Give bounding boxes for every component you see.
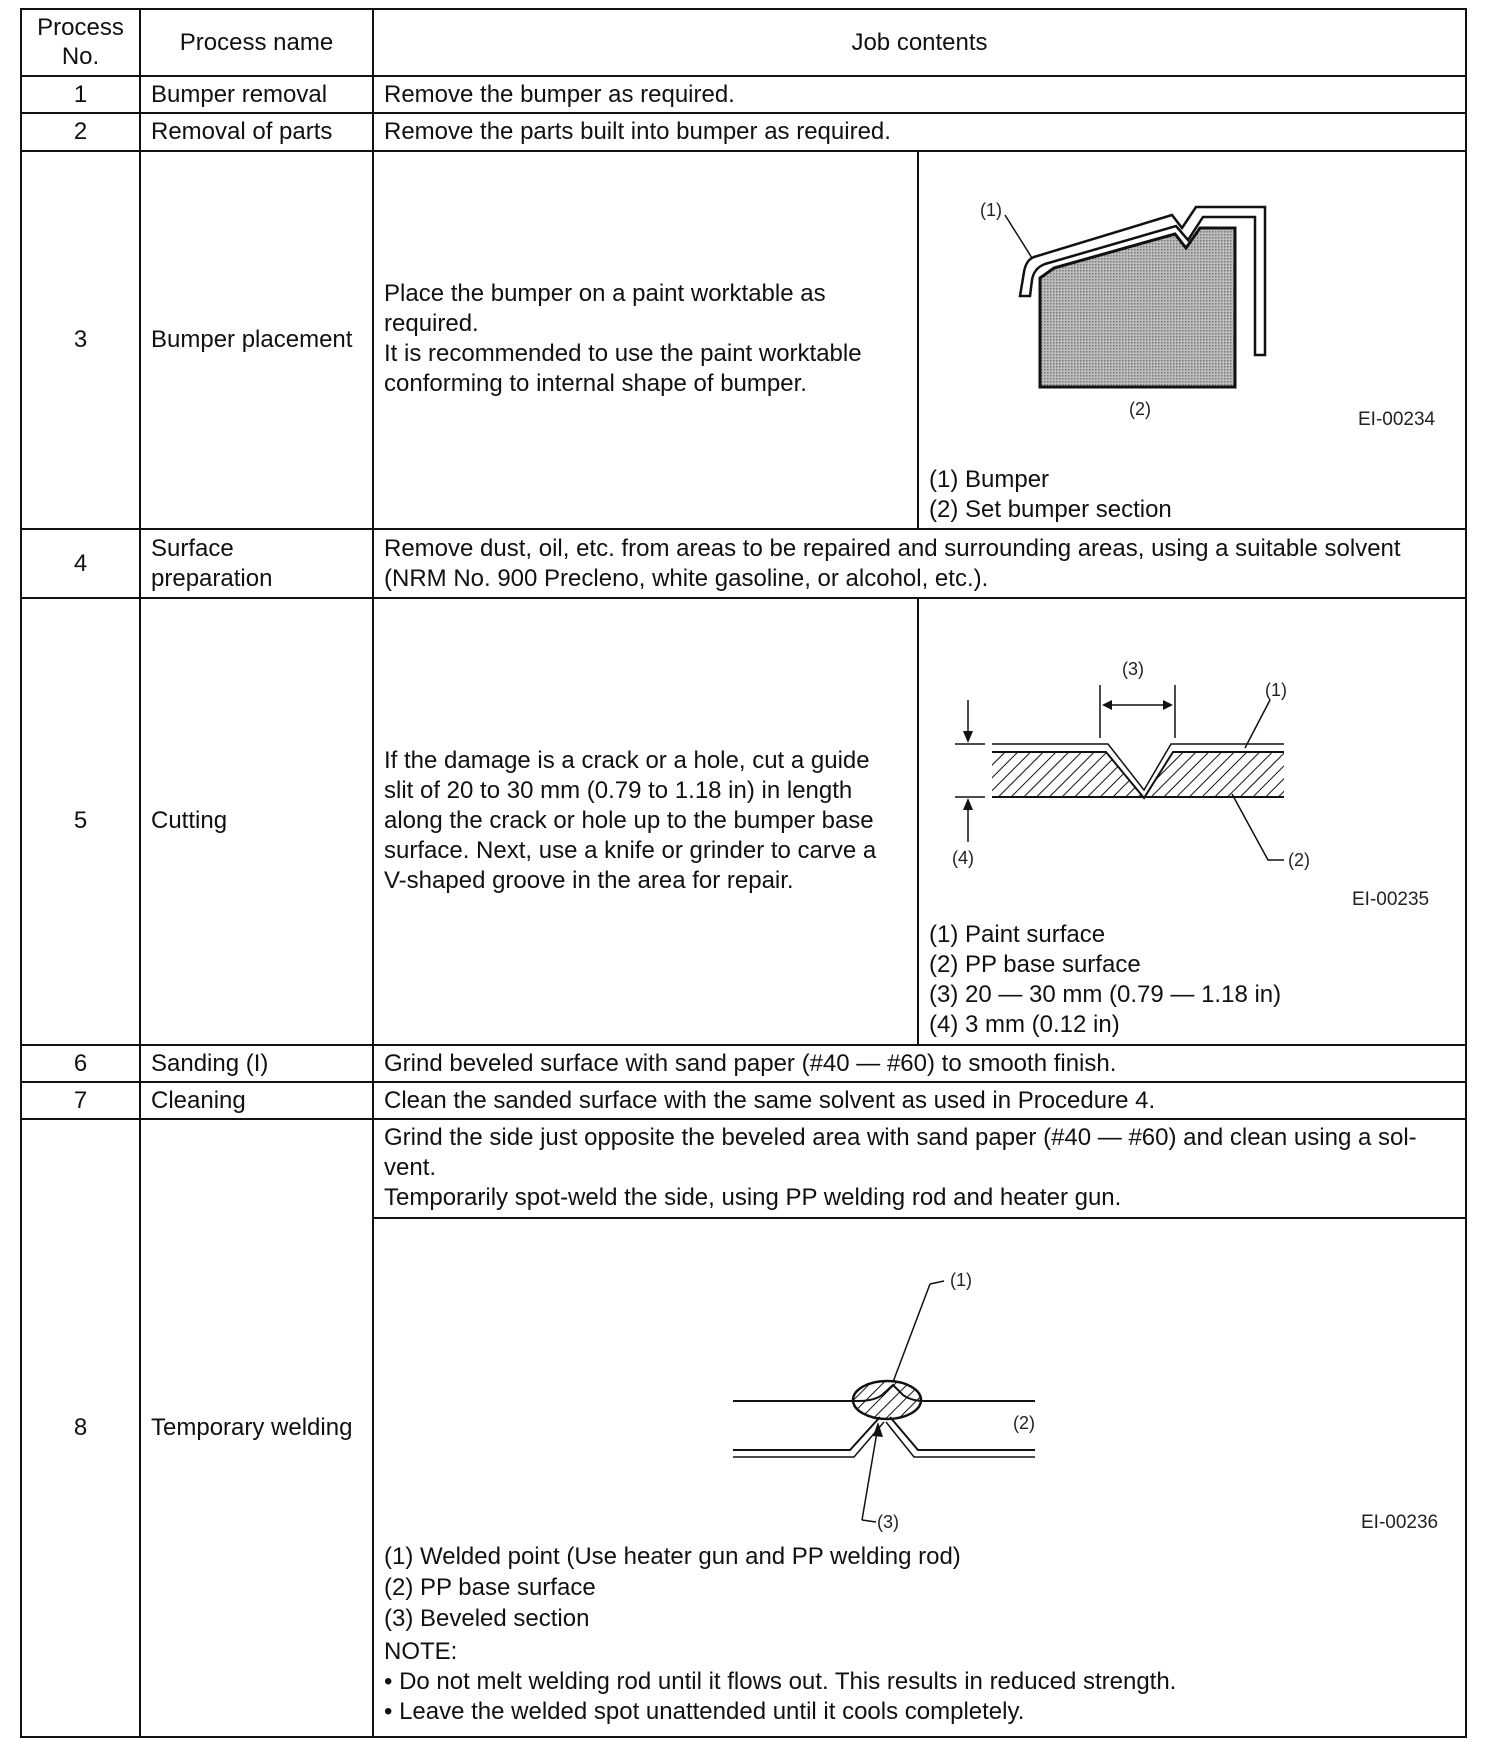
row-5-job-line2: slit of 20 to 30 mm (0.79 to 1.18 in) in length (384, 777, 853, 804)
welding-callout-2: (2) (1013, 1413, 1035, 1433)
row-6-job: Grind beveled surface with sand paper (#40 — #60) to smooth finish. (384, 1050, 1117, 1077)
row-3-job-line1: Place the bumper on a paint worktable as (384, 280, 826, 307)
row-5-job-line4: surface. Next, use a knife or grinder to carve a (384, 837, 877, 864)
welding-callout-1: (1) (950, 1270, 972, 1290)
row-7-no: 7 (73, 1087, 88, 1114)
bumper-legend-2: (2) Set bumper section (929, 496, 1172, 523)
welding-callout-3: (3) (877, 1512, 899, 1532)
row-8-no: 8 (73, 1414, 88, 1441)
bumper-legend-1: (1) Bumper (929, 466, 1050, 493)
row-3-no: 3 (73, 326, 88, 353)
row-8-job-line2: vent. (384, 1154, 437, 1181)
row-4-no: 4 (73, 550, 88, 577)
row-6-name: Sanding (I) (151, 1050, 269, 1077)
note-item-2 (384, 1697, 1024, 1727)
row-5-job-line1: If the damage is a crack or a hole, cut a guide (384, 747, 870, 774)
bumper-callout-1: (1) (980, 200, 1002, 220)
note-item-1-text: Do not melt welding rod until it flows out. This results in reduced strength. (399, 1668, 1177, 1695)
row-8-job-line1: Grind the side just opposite the beveled area with sand paper (#40 — #60) and clean using a sol- (384, 1124, 1417, 1151)
bumper-placement-figure (1005, 207, 1265, 387)
note-item-2-text: Leave the welded spot unattended until it cools completely. (399, 1698, 1025, 1725)
row-1-job: Remove the bumper as required. (384, 81, 735, 108)
row-4-name-line1: Surface (151, 535, 234, 562)
note-title: NOTE: (384, 1638, 458, 1665)
row-4-job-line2: (NRM No. 900 Precleno, white gasoline, or alcohol, etc.). (384, 565, 989, 592)
cutting-legend-1: (1) Paint surface (929, 921, 1106, 948)
figure-code-ei-00235: EI-00235 (1352, 889, 1430, 910)
cutting-legend-3: (3) 20 — 30 mm (0.79 — 1.18 in) (929, 981, 1282, 1008)
cutting-callout-3: (3) (1122, 659, 1144, 679)
row-2-job: Remove the parts built into bumper as required. (384, 118, 891, 145)
row-4-job-line1: Remove dust, oil, etc. from areas to be repaired and surrounding areas, using a suitable solvent (384, 535, 1401, 562)
row-1-name: Bumper removal (151, 81, 328, 108)
note-item-1 (384, 1667, 1176, 1697)
cutting-callout-1: (1) (1265, 680, 1287, 700)
welding-legend-1: (1) Welded point (Use heater gun and PP welding rod) (384, 1543, 961, 1570)
row-2-no: 2 (73, 118, 88, 145)
row-6-no: 6 (73, 1050, 88, 1077)
header-process-no-line1: Process (37, 14, 124, 41)
row-1-no: 1 (73, 81, 88, 108)
cutting-callout-4: (4) (952, 848, 974, 868)
row-3-name: Bumper placement (151, 326, 353, 353)
cutting-legend-4: (4) 3 mm (0.12 in) (929, 1011, 1120, 1038)
row-7-job: Clean the sanded surface with the same solvent as used in Procedure 4. (384, 1087, 1156, 1114)
row-8-name: Temporary welding (151, 1414, 353, 1441)
row-7-name: Cleaning (151, 1087, 246, 1114)
bumper-callout-2: (2) (1129, 399, 1151, 419)
row-2-name: Removal of parts (151, 118, 333, 145)
row-5-no: 5 (73, 807, 88, 834)
cutting-legend-2: (2) PP base surface (929, 951, 1141, 978)
figure-code-ei-00236: EI-00236 (1361, 1512, 1439, 1533)
welding-legend-3: (3) Beveled section (384, 1605, 590, 1632)
row-5-job-line3: along the crack or hole up to the bumper base (384, 807, 874, 834)
row-3-job-line2: required. (384, 310, 479, 337)
row-5-job-line5: V-shaped groove in the area for repair. (384, 867, 794, 894)
welding-figure (733, 1281, 1035, 1522)
figure-code-ei-00234: EI-00234 (1358, 409, 1436, 430)
cutting-figure (955, 685, 1284, 860)
row-3-job-line3: It is recommended to use the paint worktable (384, 340, 862, 367)
header-job-contents: Job contents (851, 29, 988, 56)
header-process-no-line2: No. (61, 43, 100, 70)
row-8-job-line3: Temporarily spot-weld the side, using PP welding rod and heater gun. (384, 1184, 1122, 1211)
row-5-name: Cutting (151, 807, 228, 834)
row-4-name-line2: preparation (151, 565, 273, 592)
welding-legend-2: (2) PP base surface (384, 1574, 596, 1601)
row-3-job-line4: conforming to internal shape of bumper. (384, 370, 807, 397)
cutting-callout-2: (2) (1288, 850, 1310, 870)
header-process-name: Process name (179, 29, 334, 56)
